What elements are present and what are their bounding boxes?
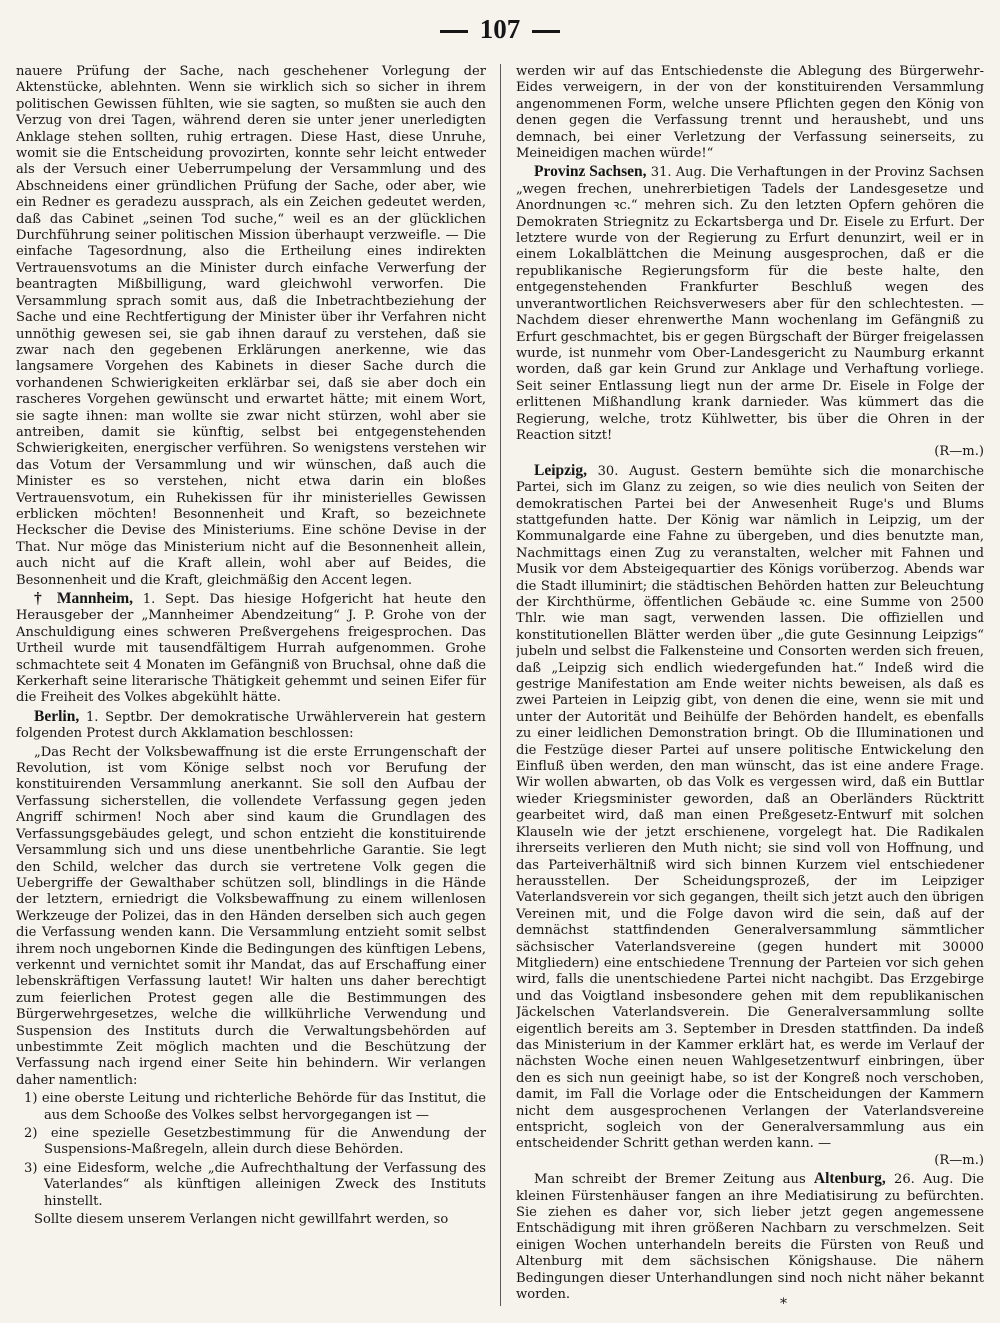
page-number: 107 [479,14,521,44]
demand-item: 3) eine Eidesform, welche „die Aufrechthaltung der Verfassung des Vaterlandes“ als künftigen alleinigen Zweck des Instituts hinstellt. [24,1160,486,1209]
protest-closing: Sollte diesem unserem Verlangen nicht gewillfahrt werden, so [34,1212,449,1228]
text-sachsen: Die Verhaftungen in der Provinz Sachsen „wegen frechen, unehrerbietigen Tadels der Landesgesetze und Anordnungen ꝛc.“ mehren sich. Zu den letzten Opfern gehören die Demokraten Striegnitz zu Eckartsberga und Dr. Eisele zu Erfurt. Der letztere wurde von der Regierung zu Erfurt denunzirt, weil er in einem Lokalblättchen die Meinung ausgesprochen, daß er die republikanische Regierungsform für die beste halte, den entgegenstehenden Frankfurter Beschluß wegen des unverantwortlichen Reichsverwesers aber für den schlechtesten. — Nachdem dieser ehrenwerthe Mann wochenlang im Gefängniß zu Erfurt geschmachtet, bis er gegen Bürgschaft der Bürger freigelassen wurde, ist nunmehr vom Ober-Landesgericht zu Naumburg erkannt worden, daß gar kein Grund zur Anklage und Verhaftung vorliege. Seit seiner Entlassung liegt nun der arme Dr. Eisele in Folge der erlittenen Mißhandlung krank darnieder. Was kümmert das die Regierung, welche, trotz Kühlwetter, bis über die Ohren in der Reaction sitzt! [516,165,984,443]
text-leipzig: Gestern bemühte sich die monarchische Partei, sich im Glanz zu zeigen, so wie dies neulich von Seiten der demokratischen Partei bei der Anwesenheit Ruge's und Blums stattgefunden hatte. Der König war nämlich in Leipzig, um der Kommunalgarde eine Fahne zu übergeben, und dies benutzte man, Nachmittags einen Zug zu veranstalten, welcher mit Fahnen und Musik vor dem Absteigequartier des Königs vorüberzog. Abends war die Stadt illuminirt; die städtischen Behörden hatten zur Beleuchtung der Kirchthürme, öffentlichen Gebäude ꝛc. eine Summe von 2500 Thlr. wie man sagt, verwenden lassen. Die offiziellen und konstitutionellen Blätter werden über „die gute Gesinnung Leipzigs“ jubeln und selbst die Falkensteine und Consorten werden sich freuen, daß „Leipzig sich endlich wiedergefunden hat.“ Indeß wird die gestrige Manifestation am Ende weiter nichts beweisen, als daß es zwei Parteien in Leipzig gibt, von denen die eine, wenn sie mit und unter der Autorität und Beihülfe der Behörden handelt, es ebenfalls zu einer leidlichen Demonstration bringt. Ob die Illuminationen und die Festzüge dieser Partei auf unsere politische Entwickelung den Einfluß üben werden, den man wünscht, das ist eine andere Frage. Wir wollen abwarten, ob das Volk es vergessen wird, daß ein Buttlar wieder Kriegsminister geworden, daß an Oberländers Rücktritt gearbeitet wird, daß man einen Preßgesetz-Entwurf mit solchen Klauseln wie der jetzt erschienene, vorgelegt hat. Die Radikalen ihrerseits verlieren den Muth nicht; sie sind voll von Hoffnung, und das Parteiverhältniß wird sich binnen Kurzem viel entschiedener herausstellen. Der Scheidungsprozeß, der im Leipziger Vaterlandsverein vor sich gegangen, theilt sich jetzt auch den übrigen Vereinen mit, und die Folge davon wird die sein, daß auf der demnächst stattfindenden Generalversammlung sämmtlicher sächsischer Vaterlandsvereine (gegen hundert mit 30000 Mitgliedern) eine entschiedene Trennung der Parteien vor sich gehen wird, falls die unentschiedene Partei nicht nachgibt. Das Erzgebirge und das Voigtland insbesondere gehen mit dem republikanischen Jäckelschen Vaterlandsverein. Die Generalversammlung sollte eigentlich bereits am 3. September in Dresden stattfinden. Da indeß das Ministerium in der Kammer erklärt hat, es werde im Verlauf der nächsten Woche einen neuen Wahlgesetzentwurf einbringen, über den es sich nun geeinigt habe, so ist der Kongreß noch verschoben, damit, im Fall die Vorlage oder die Entscheidungen der Kammern nicht dem ausgesprochenen Verlangen der Vaterlandsvereine entspricht, sogleich von der Generalversammlung aus ein entscheidender Schritt gethan werden kann. — [516,463,984,1152]
text-altenburg: Die kleinen Fürstenhäuser fangen an ihre Mediatisirung zu befürchten. Sie ziehen es daher vor, sich lieber jetzt gegen angemessene Entschädigung mit ihren größeren Nachbarn zu verschmelzen. Seit einigen Wochen unterhandeln bereits die Fürsten von Reuß und Altenburg mit dem sächsischen Königshause. Die nähern Bedingungen dieser Unterhandlungen sind noch nicht näher bekannt worden. [516,1172,984,1303]
article-sachsen [516,164,984,460]
article-altenburg [516,1171,984,1303]
header-dash-right [532,30,560,33]
article-leipzig [516,463,984,1169]
dateline-leipzig: Leipzig, [534,461,587,479]
end-mark: * [780,1296,787,1312]
dateline-mannheim: † Mannheim, [34,590,134,607]
text-mannheim: Das hiesige Hofgericht hat heute den Herausgeber der „Mannheimer Abendzeitung“ J. P. Grohe von der Anschuldigung eines schweren Preßvergehens freigesprochen. Das Urtheil wurde mit tausendfältigem Hurrah aufgenommen. Grohe schmachtete seit 4 Monaten im Gefängniß von Bruchsal, ohne daß die Kerkerhaft seine literarische Thätigkeit gehemmt und seinen Eifer für die Freiheit des Volkes abgekühlt hätte. [16,592,486,706]
demands-list [16,1091,486,1210]
dateline-sachsen: Provinz Sachsen, [534,163,647,181]
column-divider [500,64,501,1306]
demand-item: 1) eine oberste Leitung und richterliche Behörde für das Institut, die aus dem Schooße des Volkes selbst hervorgegangen ist — [24,1091,486,1123]
date-berlin: 1. Septbr. [85,709,153,725]
signature-leipzig: (R—m.) [934,1152,984,1168]
article-berlin [16,709,486,743]
protest-text: „Das Recht der Volksbewaffnung ist die erste Errungenschaft der Revolution, ist vom Könige selbst noch vor Berufung der konstituirenden Versammlung anerkannt. Sie soll den Aufbau der Verfassung sicherstellen, die vollendete Verfassung gegen jeden Angriff schirmen! Noch aber sind kaum die Grundlagen des Verfassungsgebäudes gelegt, und schon entzieht die konstituirende Versammlung sich und uns diese unentbehrliche Garantie. Sie legt den Schild, welcher das durch sie vertretene Volk gegen die Uebergriffe der Gewalthaber schützen soll, blindlings in die Hände der letztern, erniedrigt die Volksbewaffnung zu einem willenlosen Werkzeuge der Polizei, das in den Händen derselben sich auch gegen die Verfassung wenden kann. Die Versammlung entzieht somit selbst ihrem noch ungebornen Kinde die Bedingungen des künftigen Lebens, verkennt und vernichtet somit ihr Mandat, das auf Erschaffung einer lebenskräftigen Verfassung lautet! Wir halten uns daher berechtigt zum feierlichen Protest gegen alle die Bestimmungen des Bürgerwehrgesetzes, welche die willkührliche Verwendung und Suspension des Instituts durch die Verwaltungsbehörden auf unbestimmte Zeit möglich machten und die Beschützung der Verfassung nach irgend einer Seite hin behindern. Wir verlangen daher namentlich: [16,744,486,1088]
date-leipzig: 30. August. [597,463,680,479]
page-header [0,14,1000,54]
demand-item: 2) eine spezielle Gesetzbestimmung für die Anwendung der Suspensions-Maßregeln, allein durch diese Behörden. [24,1126,486,1158]
left-column [16,64,486,1314]
header-dash-left [440,30,468,33]
article-mannheim [16,591,486,707]
date-mannheim: 1. Sept. [142,592,200,607]
date-sachsen: 31. Aug. [650,165,707,181]
text-berlin: Der demokratische Urwählerverein hat gestern folgenden Protest durch Akklamation beschlossen: [16,709,486,742]
intro-altenburg: Man schreibt der Bremer Zeitung aus [534,1172,806,1188]
date-altenburg: 26. Aug. [893,1172,954,1188]
dateline-berlin: Berlin, [34,707,80,725]
signature-sachsen: (R—m.) [934,444,984,460]
dateline-altenburg: Altenburg, [813,1170,886,1188]
protest-continuation: werden wir auf das Entschiedenste die Ablegung des Bürgerwehr-Eides verweigern, in der von der konstituirenden Versammlung angenommenen Form, welche unsere Pflichten gegen den König von denen gegen die Verfassung trennt und heraushebt, und uns demnach, bei einer Verletzung der Verfassung seinerseits, zu Meineidigen machen würde!“ [516,64,984,162]
right-column [516,64,984,1314]
article-continuation: nauere Prüfung der Sache, nach geschehener Vorlegung der Aktenstücke, ablehnten. Wenn sie wirklich sich so sicher in ihrem politischen Gewissen fühlten, wie sie sagten, so mußten sie auch den Verzug von drei Tagen, während deren sie unter jener unerledigten Anklage stehen sollten, ruhig ertragen. Diese Hast, diese Unruhe, womit sie die Entscheidung provozirten, konnte sehr leicht entweder als der Versuch einer Ueberrumpelung der Versammlung und des Abschneidens einer gründlichen Prüfung der Sache, oder aber, wie ein Redner es geradezu aussprach, als ein Zeichen gedeutet werden, daß das Cabinet „seinen Tod suche,“ weil es an der glücklichen Durchführung seiner politischen Mission überhaupt verzweifle. — Die einfache Tagesordnung, also die Ertheilung eines indirekten Vertrauensvotums an die Minister durch einfache Verwerfung der beantragten Mißbilligung, ward gleichwohl verworfen. Die Versammlung sprach somit aus, daß die Inbetrachtbeziehung der Sache und eine Rechtfertigung der Minister über ihr Verfahren nicht unnöthig gewesen sei, sie gab ihnen darauf zu verstehen, daß sie zwar nach den gegebenen Erklärungen anerkenne, wie das langsamere Vorgehen des Kabinets in dieser Sache durch die vorhandenen Schwierigkeiten erklärbar sei, daß sie aber doch ein rascheres Vorgehen gewünscht und erwartet hätte; mit einem Wort, sie sagte ihnen: man wollte sie zwar nicht stürzen, wohl aber sie antreiben, damit sie künftig, selbst bei entgegenstehenden Schwierigkeiten, energischer verführen. So wenigstens verstehen wir das Votum der Versammlung und wir wünschen, daß auch die Minister es so verstehen, nicht etwa darin ein bloßes Vertrauensvotum, ein Ruhekissen für ihr ministerielles Gewissen erblicken möchten! Besonnenheit und Kraft, so bezeichnete Heckscher die Devise des Ministeriums. Eine schöne Devise in der That. Nur möge das Ministerium nicht auf die Besonnenheit allein, auch nicht auf die Kraft allein, wohl aber auf Beides, die Besonnenheit und die Kraft, gleichmäßig den Accent legen. [16,64,486,588]
